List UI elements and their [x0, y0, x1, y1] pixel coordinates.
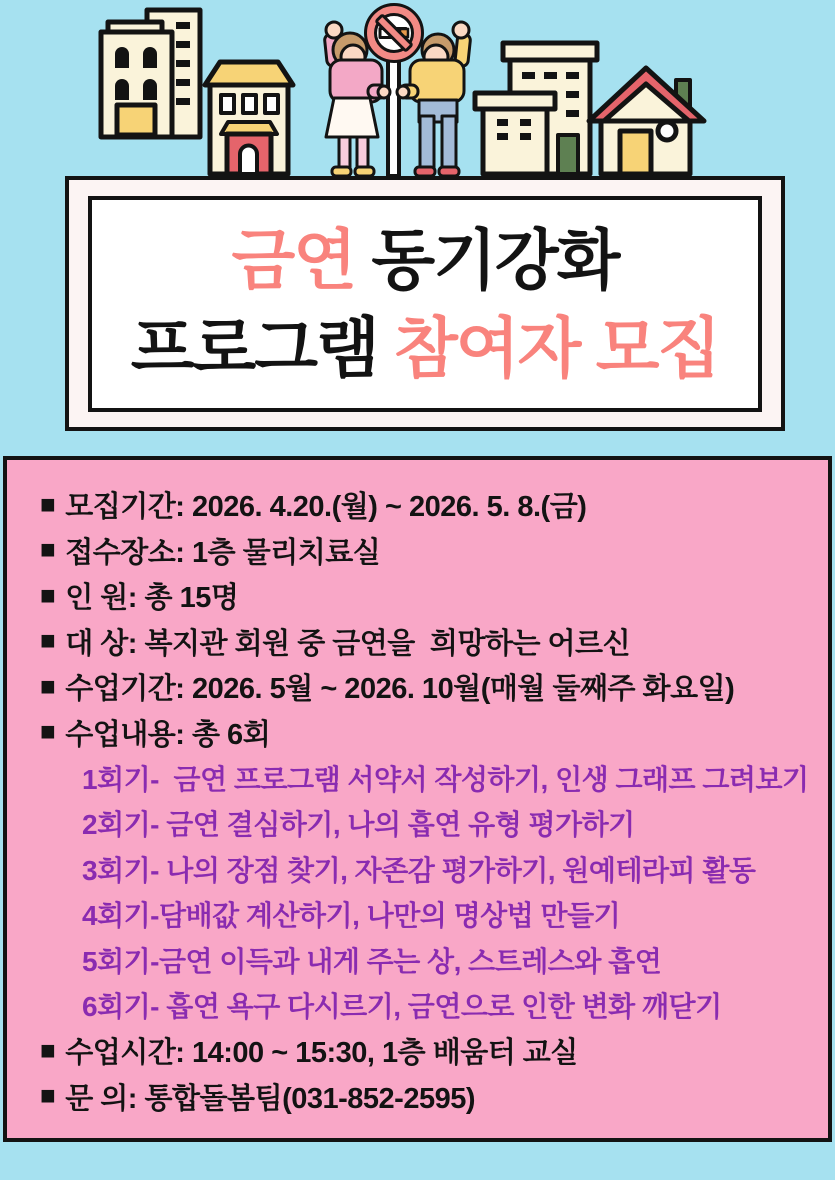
- bullet-square-icon: ■: [40, 670, 56, 701]
- bullet-square-icon: ■: [40, 625, 56, 656]
- detail-line: [40, 573, 828, 619]
- house-icon: [205, 62, 293, 174]
- detail-line: [40, 1028, 828, 1074]
- detail-text: 수업기간: 2026. 5월 ~ 2026. 10월(매월 둘째주 화요일): [65, 673, 735, 706]
- detail-text: 1회기- 금연 프로그램 서약서 작성하기, 인생 그래프 그려보기: [82, 763, 809, 795]
- detail-line: [40, 528, 828, 574]
- detail-line: [40, 846, 828, 892]
- building-icon: [475, 93, 555, 174]
- detail-line: [40, 482, 828, 528]
- detail-text: 대 상: 복지관 회원 중 금연을 희망하는 어르신: [65, 627, 631, 660]
- title-line: [131, 216, 720, 304]
- detail-text: 모집기간: 2026. 4.20.(월) ~ 2026. 5. 8.(금): [65, 491, 587, 524]
- title-frame: [65, 176, 785, 431]
- building-icon: [101, 22, 172, 137]
- detail-text: 접수장소: 1층 물리치료실: [65, 536, 381, 569]
- detail-line: [40, 892, 828, 938]
- no-smoking-sign-icon: [366, 5, 423, 62]
- title-segment: 프로그램: [130, 311, 378, 385]
- bullet-square-icon: ■: [40, 716, 56, 747]
- detail-line: [40, 1074, 828, 1120]
- detail-text: 2회기- 금연 결심하기, 나의 흡연 유형 평가하기: [82, 809, 635, 841]
- details-list: [40, 482, 828, 1119]
- title-box: [88, 196, 762, 412]
- detail-line: [40, 801, 828, 847]
- detail-line: [40, 983, 828, 1029]
- detail-text: 수업내용: 총 6회: [65, 718, 271, 751]
- detail-text: 6회기- 흡연 욕구 다시르기, 금연으로 인한 변화 깨닫기: [82, 991, 722, 1023]
- bullet-square-icon: ■: [40, 488, 56, 519]
- bullet-square-icon: ■: [40, 534, 56, 565]
- title-segment: 금연: [231, 223, 356, 297]
- detail-line: [40, 937, 828, 983]
- illustration: [0, 0, 835, 180]
- bullet-square-icon: ■: [40, 1034, 56, 1065]
- bullet-square-icon: ■: [40, 1080, 56, 1111]
- sign-pole: [388, 52, 399, 176]
- bullet-square-icon: ■: [40, 579, 56, 610]
- detail-text: 수업시간: 14:00 ~ 15:30, 1층 배움터 교실: [65, 1037, 578, 1070]
- title-line: [131, 304, 720, 392]
- title-segment: 동기강화: [355, 223, 619, 297]
- detail-line: [40, 664, 828, 710]
- detail-line: [40, 755, 828, 801]
- title-segment: 참여자 모집: [377, 311, 720, 385]
- detail-text: 5회기-금연 이득과 내게 주는 상, 스트레스와 흡연: [82, 945, 662, 977]
- info-panel: [3, 456, 832, 1142]
- house-icon: [589, 68, 704, 174]
- detail-text: 인 원: 총 15명: [65, 582, 239, 615]
- detail-line: [40, 710, 828, 756]
- detail-text: 3회기- 나의 장점 찾기, 자존감 평가하기, 원예테라피 활동: [82, 854, 756, 886]
- detail-line: [40, 619, 828, 665]
- title-lines: [131, 216, 720, 392]
- detail-text: 문 의: 통합돌봄팀(031-852-2595): [65, 1082, 476, 1115]
- detail-text: 4회기-담배값 계산하기, 나만의 명상법 만들기: [82, 900, 621, 932]
